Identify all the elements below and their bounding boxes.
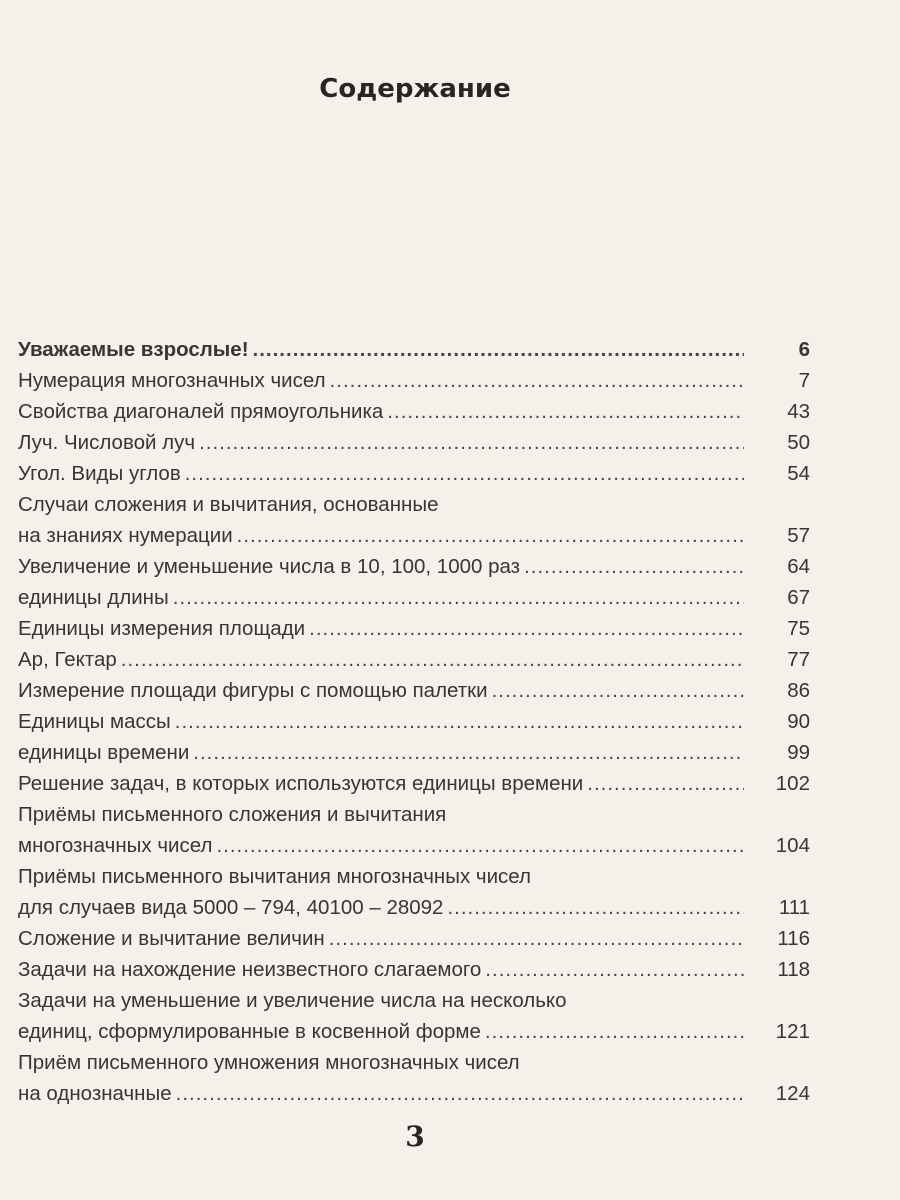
toc-entry-title: Приём письменного умножения многозначных чисел: [18, 1051, 520, 1074]
dot-leader: [387, 396, 744, 427]
toc-entry-page: 102: [775, 772, 810, 795]
toc-entry-title: единицы длины: [18, 586, 169, 609]
toc-entry[interactable]: [18, 644, 810, 675]
dot-leader: [237, 520, 744, 551]
toc-entry-page: 121: [775, 1020, 810, 1043]
page-number: 3: [405, 1120, 425, 1153]
toc-entry-page: 77: [787, 648, 810, 671]
toc-entry-line: [18, 861, 810, 892]
toc-entry-title: единицы времени: [18, 741, 190, 764]
toc-entry-page: 54: [787, 462, 810, 485]
toc-entry[interactable]: [18, 396, 810, 427]
toc-entry-page: 7: [798, 369, 810, 392]
dot-leader: [193, 737, 744, 768]
toc-entry[interactable]: [18, 551, 810, 582]
toc-entry-title: Задачи на нахождение неизвестного слагаемого: [18, 958, 482, 981]
toc-entry-line: [18, 644, 810, 675]
toc-entry-page: 86: [787, 679, 810, 702]
toc-entry-page: 75: [787, 617, 810, 640]
page-title: Содержание: [319, 74, 511, 104]
toc-entry-line: [18, 799, 810, 830]
toc-entry[interactable]: [18, 1047, 810, 1109]
toc-entry[interactable]: [18, 365, 810, 396]
toc-entry-line: [18, 582, 810, 613]
toc-entry-title: Нумерация многозначных чисел: [18, 369, 326, 392]
toc-entry-line: [18, 737, 810, 768]
dot-leader: [121, 644, 744, 675]
toc-entry-title: Приёмы письменного сложения и вычитания: [18, 803, 447, 826]
toc-entry-line: [18, 706, 810, 737]
toc-entry-title: для случаев вида 5000 – 794, 40100 – 28092: [18, 896, 444, 919]
toc-entry-page: 6: [798, 338, 810, 361]
toc-entry-line: [18, 613, 810, 644]
toc-entry-page: 104: [775, 834, 810, 857]
toc-entry[interactable]: [18, 706, 810, 737]
toc-entry[interactable]: [18, 799, 810, 861]
toc-entry[interactable]: [18, 458, 810, 489]
toc-entry-title: Задачи на уменьшение и увеличение числа на несколько: [18, 989, 567, 1012]
toc-entry-line: [18, 830, 810, 861]
toc-entry-title: многозначных чисел: [18, 834, 213, 857]
dot-leader: [485, 954, 744, 985]
toc-entry[interactable]: [18, 334, 810, 365]
toc-entry-line: [18, 1047, 810, 1078]
toc-entry-title: Уважаемые взрослые!: [18, 338, 249, 361]
toc-entry-line: [18, 365, 810, 396]
toc-entry[interactable]: [18, 737, 810, 768]
dot-leader: [173, 582, 744, 613]
dot-leader: [330, 365, 744, 396]
toc-entry-title: Сложение и вычитание величин: [18, 927, 325, 950]
toc-entry[interactable]: [18, 582, 810, 613]
toc-entry-line: [18, 489, 810, 520]
toc-entry-page: 50: [787, 431, 810, 454]
dot-leader: [309, 613, 744, 644]
toc-entry-page: 111: [778, 896, 810, 919]
dot-leader: [492, 675, 744, 706]
dot-leader: [175, 706, 744, 737]
toc-entry-title: Решение задач, в которых используются единицы времени: [18, 772, 584, 795]
toc-entry[interactable]: [18, 489, 810, 551]
toc-entry-title: Единицы массы: [18, 710, 171, 733]
toc-entry-line: [18, 892, 810, 923]
toc-entry-page: 64: [787, 555, 810, 578]
toc-entry-line: [18, 1078, 810, 1109]
toc-entry-title: Приёмы письменного вычитания многозначных чисел: [18, 865, 531, 888]
toc-entry-line: [18, 675, 810, 706]
toc-entry[interactable]: [18, 923, 810, 954]
toc-entry-line: [18, 923, 810, 954]
toc-entry[interactable]: [18, 954, 810, 985]
toc-entry-line: [18, 985, 810, 1016]
toc-entry-title: единиц, сформулированные в косвенной форме: [18, 1020, 481, 1043]
toc-entry-line: [18, 396, 810, 427]
toc-entry[interactable]: [18, 768, 810, 799]
toc-entry[interactable]: [18, 427, 810, 458]
dot-leader: [485, 1016, 744, 1047]
dot-leader: [216, 830, 744, 861]
table-of-contents: [18, 334, 810, 1109]
toc-entry[interactable]: [18, 985, 810, 1047]
toc-entry[interactable]: [18, 861, 810, 923]
toc-entry-page: 67: [787, 586, 810, 609]
toc-entry-page: 57: [787, 524, 810, 547]
toc-entry-line: [18, 768, 810, 799]
dot-leader: [199, 427, 744, 458]
dot-leader: [185, 458, 744, 489]
dot-leader: [253, 334, 744, 365]
toc-entry-title: Угол. Виды углов: [18, 462, 181, 485]
dot-leader: [329, 923, 744, 954]
toc-entry-title: Луч. Числовой луч: [18, 431, 196, 454]
toc-entry-page: 118: [777, 958, 810, 981]
toc-entry-line: [18, 551, 810, 582]
toc-entry-line: [18, 954, 810, 985]
toc-entry-page: 124: [775, 1082, 810, 1105]
toc-entry-title: на однозначные: [18, 1082, 172, 1105]
toc-entry-line: [18, 458, 810, 489]
toc-entry-page: 116: [777, 927, 810, 950]
toc-entry-title: Увеличение и уменьшение числа в 10, 100, 1000 раз: [18, 555, 521, 578]
toc-entry-title: Ар, Гектар: [18, 648, 117, 671]
toc-entry-line: [18, 520, 810, 551]
toc-entry-line: [18, 427, 810, 458]
dot-leader: [447, 892, 744, 923]
toc-entry-page: 90: [787, 710, 810, 733]
toc-entry-page: 43: [787, 400, 810, 423]
toc-entry-title: Случаи сложения и вычитания, основанные: [18, 493, 439, 516]
dot-leader: [524, 551, 744, 582]
toc-entry-title: Измерение площади фигуры с помощью палетки: [18, 679, 488, 702]
toc-entry-line: [18, 334, 810, 365]
toc-entry-title: Единицы измерения площади: [18, 617, 306, 640]
toc-entry-title: на знаниях нумерации: [18, 524, 233, 547]
toc-entry[interactable]: [18, 613, 810, 644]
toc-entry-line: [18, 1016, 810, 1047]
dot-leader: [176, 1078, 744, 1109]
toc-entry[interactable]: [18, 675, 810, 706]
dot-leader: [587, 768, 744, 799]
toc-entry-page: 99: [787, 741, 810, 764]
toc-entry-title: Свойства диагоналей прямоугольника: [18, 400, 384, 423]
